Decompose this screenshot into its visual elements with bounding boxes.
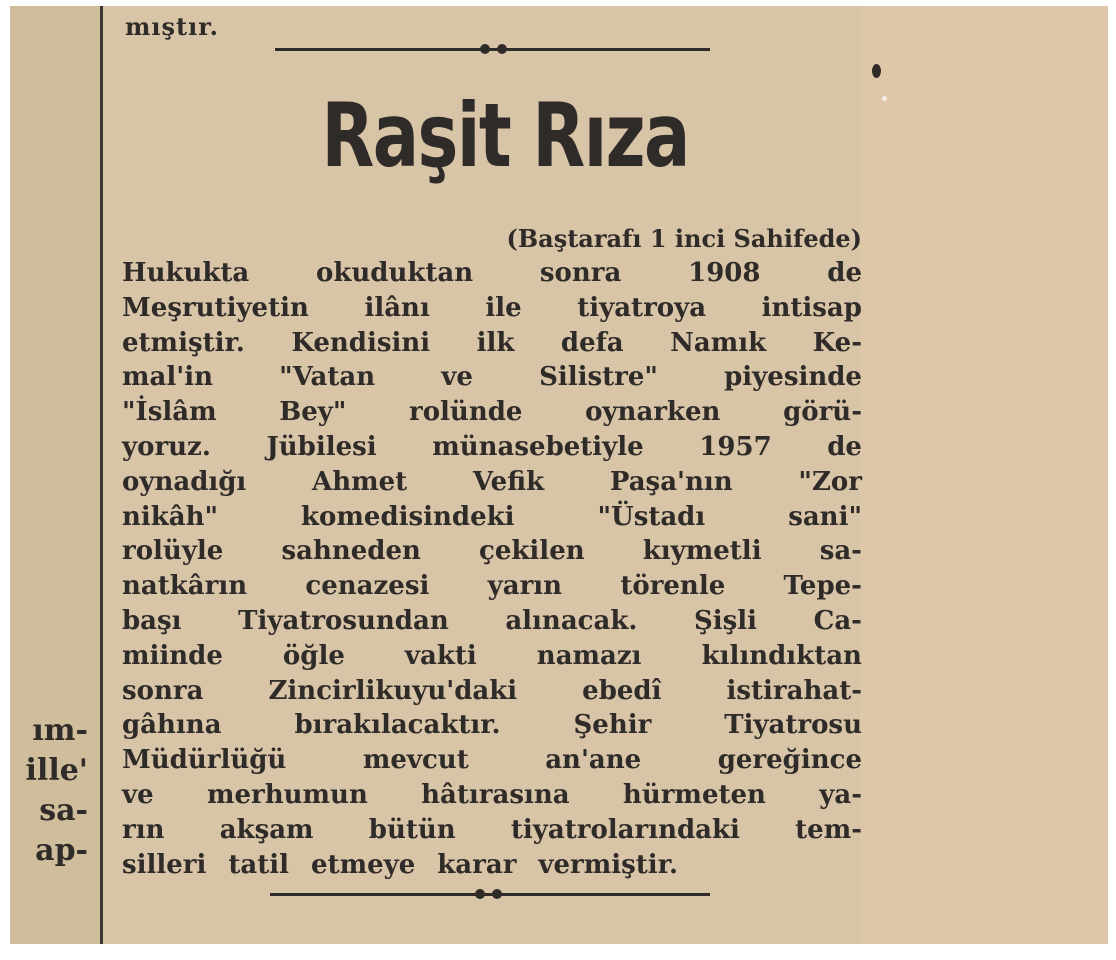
body-word: Tiyatrosu [724,710,862,741]
body-word: Kendisini [291,327,431,358]
body-word: tiyatroya [577,292,707,323]
body-word: "Zor [798,466,862,497]
body-word: akşam [219,814,314,845]
body-word: Paşa'nın [609,466,733,497]
ornament-dot [492,889,502,899]
body-word: Jübilesi [266,431,377,462]
body-word: vakti [404,640,477,671]
body-word: etmeye [311,849,416,880]
column-divider-rule [100,6,103,944]
ornament-dot [497,44,507,54]
adjacent-column-text [10,711,100,871]
adjacent-column-fragment: ille' [25,753,88,788]
body-word: de [827,431,862,462]
body-word: alınacak. [505,605,638,636]
body-word: "Vatan [279,362,376,393]
body-word: kılındıktan [701,640,862,671]
body-word: Hukukta [122,258,250,288]
body-word: sonra [122,675,204,706]
body-line [122,360,862,395]
body-line [122,569,862,604]
adjacent-column-fragment: ap- [35,833,88,868]
body-word: Ca- [813,605,862,636]
body-word: sonra [539,258,622,288]
body-word: Zincirlikuyu'daki [268,675,518,706]
body-word: bütün [368,814,456,845]
body-word: tem- [795,814,862,845]
body-line [122,395,862,430]
body-word: Silistre" [539,362,658,393]
body-word: ya- [819,779,862,810]
body-word: ve [122,779,154,810]
body-word: natkârın [122,571,248,602]
ornament-dot [475,889,485,899]
paper-speck [882,96,887,101]
body-word: sahneden [281,536,421,567]
adjacent-column-fragment: sa- [39,793,88,828]
body-line [122,743,862,778]
body-word: hürmeten [622,779,766,810]
body-word: ve [441,362,473,393]
body-word: merhumun [206,779,368,810]
previous-article-fragment: mıştır. [125,12,220,41]
body-word: rolünde [409,397,523,428]
body-line [122,291,862,326]
body-word: Tiyatrosundan [238,605,449,636]
body-word: defa [560,327,624,358]
body-word: "İslâm [122,397,217,428]
top-ornament-rule [275,48,710,51]
body-word: ilânı [364,292,430,323]
body-word: sani" [788,501,862,532]
body-word: Müdürlüğü [122,745,287,776]
body-word: cenazesi [305,571,430,602]
paper-speck [872,64,881,78]
body-word: Şişli [694,605,758,636]
body-line [122,639,862,674]
newspaper-clipping [10,6,1108,944]
body-word: miinde [122,640,223,671]
body-word: namazı [536,640,642,671]
body-word: 1908 [688,258,761,288]
body-word: yoruz. [122,431,211,462]
body-word: sa- [819,536,862,567]
body-word: Bey" [279,397,347,428]
body-line [122,430,862,465]
body-word: ile [485,292,522,323]
body-word: gâhına [122,710,222,741]
body-word: başı [122,605,182,636]
body-word: tiyatrolarındaki [510,814,740,845]
body-word: karar [437,849,517,880]
body-word: vermiştir. [538,849,679,880]
body-word: nikâh" [122,501,219,532]
body-line [122,848,862,883]
body-line [122,326,862,361]
body-word: törenle [620,571,726,602]
continuation-note: (Baştarafı 1 inci Sahifede) [506,224,862,253]
body-word: komedisindeki [301,501,515,532]
article-headline: Raşit Rıza [321,84,689,187]
body-word: Meşrutiyetin [122,292,309,323]
clipping-right-margin [860,6,1108,944]
body-line [122,534,862,569]
body-word: mevcut [362,745,469,776]
article-body [122,256,862,882]
body-word: mal'in [122,362,213,393]
body-word: Ke- [812,327,862,358]
body-line [122,500,862,535]
body-word: münasebetiyle [432,431,644,462]
ornament-dot [480,44,490,54]
body-word: de [827,258,862,288]
body-word: görü- [783,397,862,428]
body-word: silleri [122,849,207,880]
body-line [122,778,862,813]
body-word: hâtırasına [421,779,570,810]
body-word: çekilen [479,536,585,567]
body-word: bırakılacaktır. [294,710,501,741]
body-word: ilk [476,327,515,358]
body-word: 1957 [699,431,772,462]
body-word: Tepe- [783,571,862,602]
body-line [122,604,862,639]
body-word: okuduktan [316,258,474,288]
body-line [122,708,862,743]
body-line [122,465,862,500]
body-word: istirahat- [726,675,862,706]
body-word: an'ane [545,745,642,776]
body-word: oynadığı [122,466,247,497]
body-word: piyesinde [724,362,862,393]
body-word: rolüyle [122,536,224,567]
body-word: öğle [282,640,345,671]
bottom-ornament-rule [270,893,710,896]
body-line [122,813,862,848]
body-word: yarın [487,571,563,602]
body-word: Ahmet [312,466,408,497]
body-word: intisap [761,292,862,323]
adjacent-column-fragment: ım- [32,713,88,748]
body-word: etmiştir. [122,327,245,358]
body-word: oynarken [585,397,721,428]
body-word: Vefik [472,466,545,497]
body-word: "Üstadı [597,501,706,532]
body-word: Şehir [573,710,652,741]
body-line [122,674,862,709]
body-word: tatil [228,849,290,880]
body-word: gereğince [717,745,862,776]
body-word: kıymetli [642,536,762,567]
body-line [122,256,862,291]
body-word: Namık [670,327,767,358]
body-word: rın [122,814,165,845]
body-word: ebedî [582,675,662,706]
